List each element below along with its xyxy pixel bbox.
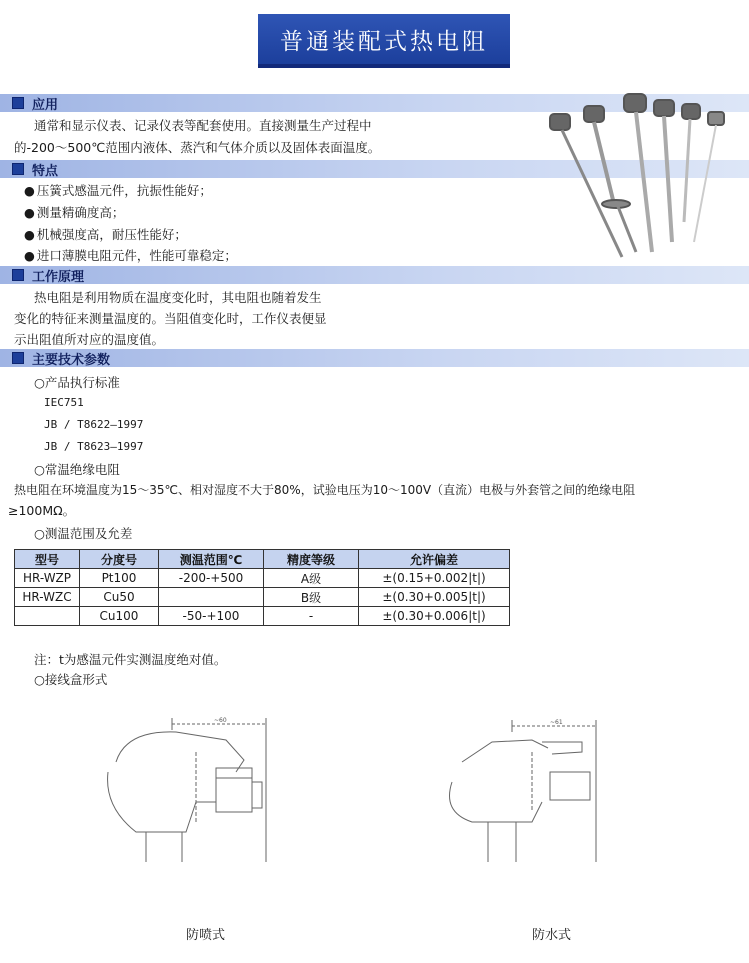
spray-proof-box-diagram [96,712,306,862]
left-dim-label: ~60 [214,717,227,724]
insulation-line-1: 热电阻在环境温度为15～35℃、相对湿度不大于80%，试验电压为10～100V（直流）电极与外套管之间的绝缘电阻 [14,483,636,497]
table-header-cell: 分度号 [80,550,159,569]
insulation-heading: ○常温绝缘电阻 [34,462,120,477]
application-line-1: 通常和显示仪表、记录仪表等配套使用。直接测量生产过程中 [34,118,372,133]
principle-line-1: 热电阻是利用物质在温度变化时，其电阻也随着发生 [34,290,322,305]
table-header-row [15,550,510,569]
standard-item: IEC751 [44,396,84,409]
table-row [15,588,510,607]
feature-item: ● 机械强度高，耐压性能好； [24,225,187,243]
table-cell: B级 [264,588,359,607]
section-title: 特点 [32,163,59,179]
table-cell: - [264,607,359,626]
table-header-cell: 允许偏差 [359,550,510,569]
table-cell: ±(0.15+0.002|t|) [359,569,510,588]
feature-item: ● 压簧式感温元件，抗振性能好； [24,181,212,199]
principle-line-3: 示出阻值所对应的温度值。 [14,332,165,347]
section-title: 工作原理 [32,269,85,285]
table-header-cell: 型号 [15,550,80,569]
section-square-icon [12,97,24,109]
table-cell: -200-+500 [159,569,264,588]
insulation-line-2: ≥100MΩ。 [8,503,76,518]
table-header-cell: 精度等级 [264,550,359,569]
table-cell: ±(0.30+0.006|t|) [359,607,510,626]
section-square-icon [12,163,24,175]
table-row [15,569,510,588]
table-row [15,607,510,626]
table-cell: -50-+100 [159,607,264,626]
table-cell: Cu100 [80,607,159,626]
table-cell [15,607,80,626]
section-bar-principle [0,266,749,284]
section-square-icon [12,352,24,364]
table-cell [159,588,264,607]
table-cell: Cu50 [80,588,159,607]
section-title: 主要技术参数 [32,352,111,368]
table-cell: A级 [264,569,359,588]
table-cell: ±(0.30+0.005|t|) [359,588,510,607]
principle-line-2: 变化的特征来测量温度的。当阻值变化时，工作仪表便显 [14,311,327,326]
standard-heading: ○产品执行标准 [34,375,120,390]
waterproof-box-diagram [432,712,642,862]
feature-item: ● 测量精确度高； [24,203,124,221]
standard-item: JB / T8622—1997 [44,418,144,431]
section-title: 应用 [32,97,59,113]
right-diagram-caption: 防水式 [532,928,572,943]
table-cell: Pt100 [80,569,159,588]
table-note: 注：t为感温元件实测温度绝对值。 [34,652,227,667]
range-heading: ○测温范围及允差 [34,526,133,541]
section-bar-tech [0,349,749,367]
table-cell: HR-WZP [15,569,80,588]
table-cell: HR-WZC [15,588,80,607]
standard-item: JB / T8623—1997 [44,440,144,453]
feature-item: ● 进口薄膜电阻元件，性能可靠稳定； [24,246,237,264]
table-header-cell: 测温范围℃ [159,550,264,569]
spec-table [14,549,510,626]
application-line-2: 的-200～500℃范围内液体、蒸汽和气体介质以及固体表面温度。 [14,140,381,155]
left-diagram-caption: 防喷式 [186,928,226,943]
box-heading: ○接线盒形式 [34,672,108,687]
section-square-icon [12,269,24,281]
page-title: 普通装配式热电阻 [258,14,510,68]
probe-product-image [544,92,740,262]
right-dim-label: ~61 [550,719,563,726]
